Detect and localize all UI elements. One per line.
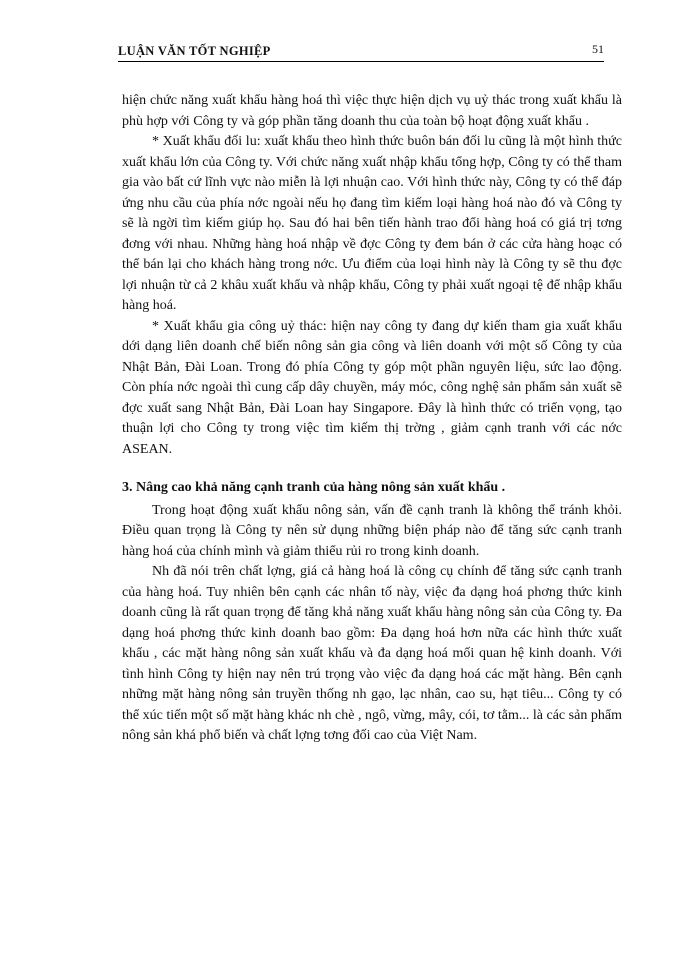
section-heading: 3. Nâng cao khả năng cạnh tranh của hàng nông sản xuất khẩu . — [122, 480, 506, 495]
page-header — [118, 40, 604, 62]
paragraph-counter-trade: * Xuất khẩu đối lu: xuất khẩu theo hình thức buôn bán đối lu cũng là một hình thức xuất khẩu lớn của Công ty. Với chức năng xuất nhập khẩu tổng hợp, Công ty có thể tham gia vào bất cứ lĩnh vực nào miễn là lợi nhuận cao. Với hình thức này, Công ty có thể đáp ứng nhu cầu của phía nớc ngoài nếu họ đang tìm kiếm loại hàng hoá nào đó và Công ty sẽ là ngời tìm kiếm giúp họ. Sau đó hai bên tiến hành trao đổi hàng hoá có giá trị tơng đơng với nhau. Những hàng hoá nhập về đợc Công ty đem bán ở các cửa hàng hoạc có thể bán lại cho khách hàng trong nớc. Ưu điểm của loại hình này là Công ty sẽ thu đợc lợi nhuận từ cả 2 khâu xuất khẩu và nhập khẩu, Công ty phải xuất ngoại tệ để nhập khẩu hàng hoá. — [122, 134, 622, 313]
paragraph: Trong hoạt động xuất khẩu nông sản, vấn đề cạnh tranh là không thể tránh khỏi. Điều quan trọng là Công ty nên sử dụng những biện pháp nào để tăng sức cạnh tranh hàng hoá của chính mình và giảm thiểu rủi ro trong kinh doanh. — [122, 502, 622, 559]
document-body — [122, 91, 622, 747]
document-title: LUẬN VĂN TỐT NGHIỆP — [118, 44, 271, 58]
page-number: 51 — [592, 42, 604, 56]
header-rule — [118, 61, 604, 62]
paragraph: Nh đã nói trên chất lợng, giá cả hàng hoá là công cụ chính để tăng sức cạnh tranh của hàng hoá. Tuy nhiên bên cạnh các nhân tố này, việc đa dạng hoá phơng thức kinh doanh cũng là rất quan trọng để tăng khả năng xuất khẩu hàng nông sản của Công ty. Đa dạng hoá phơng thức kinh doanh bao gồm: Đa dạng hoá hơn nữa các hình thức xuất khẩu , các mặt hàng nông sản xuất khẩu và đa dạng hoá mối quan hệ kinh doanh. Với tình hình Công ty hiện nay nên trú trọng vào việc đa dạng hoá các mặt hàng. Bên cạnh những mặt hàng nông sản truyền thống nh gạo, lạc nhân, cao su, hạt tiêu... Công ty có thể xúc tiến một số mặt hàng khác nh chè , ngô, vừng, mây, cói, tơ tằm... là các sản phẩm nông sản khá phổ biến và chất lợng tơng đối cao của Việt Nam. — [122, 564, 622, 743]
paragraph-processing-export: * Xuất khẩu gia công uỷ thác: hiện nay công ty đang dự kiến tham gia xuất khẩu dới dạng liên doanh chế biến nông sản gia công và liên doanh với một số Công ty của Nhật Bản, Đài Loan. Trong đó phía Công ty góp một phần nguyên liệu, sức lao động. Còn phía nớc ngoài thì cung cấp dây chuyền, máy móc, công nghệ sản phẩm sản xuất sẽ đợc xuất sang Nhật Bản, Đài Loan hay Singapore. Đây là hình thức có triển vọng, tạo thuận lợi cho Công ty trong việc tìm kiếm thị trờng , giảm cạnh tranh với các nớc ASEAN. — [122, 318, 622, 457]
paragraph: hiện chức năng xuất khẩu hàng hoá thì việc thực hiện dịch vụ uỷ thác trong xuất khẩu là phù hợp với Công ty và góp phần tăng doanh thu của toàn bộ hoạt động xuất khẩu . — [122, 93, 622, 129]
